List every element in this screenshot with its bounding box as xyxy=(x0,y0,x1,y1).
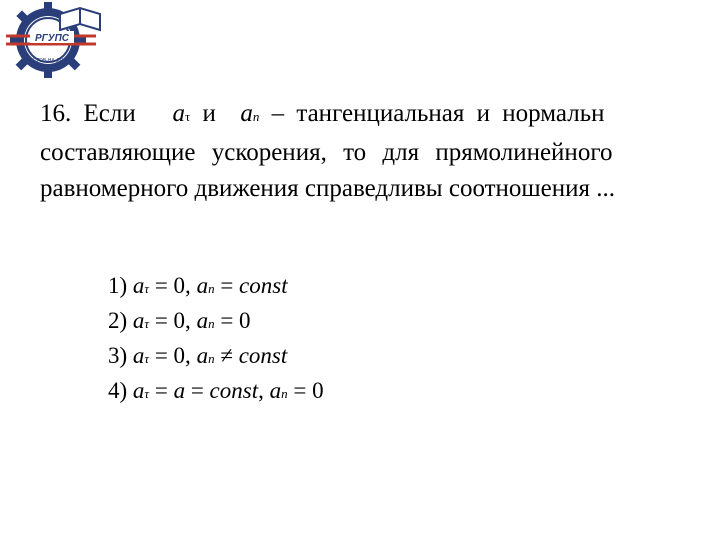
question-line-2: составляющие ускорения, то для прямолинейного xyxy=(40,139,613,166)
question-line-1: 16. Если aτ и an – тангенциальная и нормальн xyxy=(40,100,605,127)
answer-option-3[interactable]: 3) aτ = 0, an ≠ const xyxy=(108,343,288,368)
university-logo xyxy=(0,0,110,80)
answer-option-1[interactable]: 1) aτ = 0, an = const xyxy=(108,273,288,298)
logo-text: РГУПС xyxy=(35,33,69,44)
answer-option-4[interactable]: 4) aτ = a = const, an = 0 xyxy=(108,378,324,403)
answer-options xyxy=(108,270,324,410)
logo-ring-text: РОСТОВ-НА-ДОНУ xyxy=(25,58,71,64)
book-icon xyxy=(60,8,100,30)
answer-option-2[interactable]: 2) aτ = 0, an = 0 xyxy=(108,308,251,333)
question-text xyxy=(40,96,720,207)
question-line-3: равномерного движения справедливы соотношения ... xyxy=(40,175,616,202)
question-number: 16. xyxy=(40,100,72,127)
